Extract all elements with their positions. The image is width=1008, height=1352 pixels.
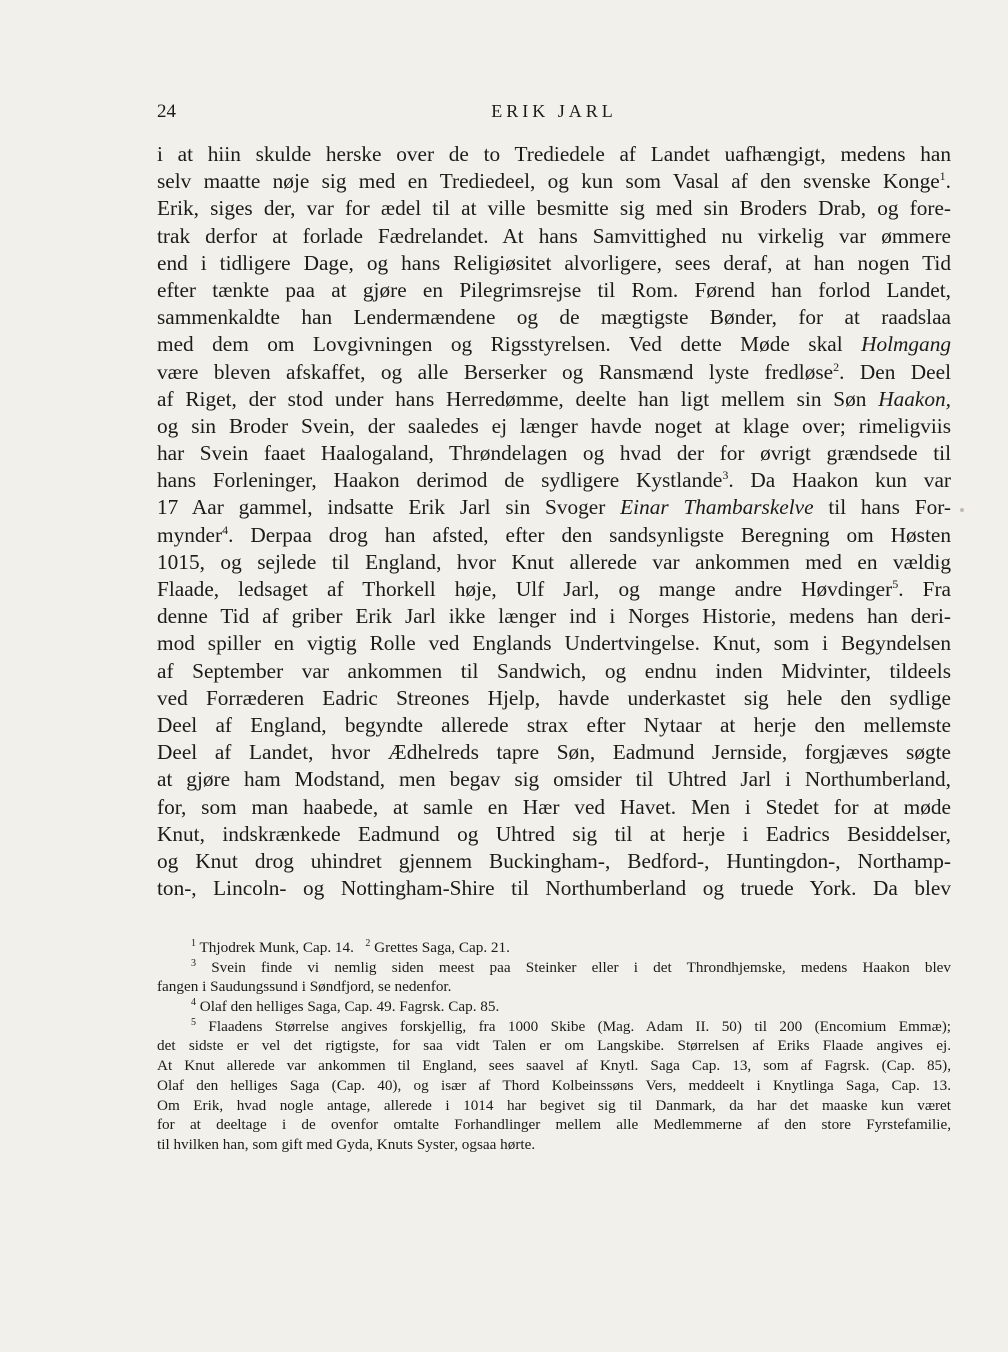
footnotes <box>157 938 951 1155</box>
footnote-line <box>157 997 951 1017</box>
text-line: mod spiller en vigtig Rolle ved Englands Undertvingelse. Knut, som i Begyndelsen <box>157 631 951 656</box>
text-line: af September var ankommen til Sandwich, og endnu inden Midvinter, tildeels <box>157 658 951 683</box>
footnote-ref: 3 <box>722 468 729 483</box>
footnote-ref: 2 <box>833 359 840 374</box>
footnote-line: til hvilken han, som gift med Gyda, Knuts Syster, ogsaa hørte. <box>157 1135 536 1153</box>
text-line: Erik, siges der, var for ædel til at ville besmitte sig med sin Broders Drab, og fore- <box>157 196 951 221</box>
footnote-line: for at deeltage i de ovenfor omtalte Forhandlinger mellem alle Medlemmerne af den store Fyrstefamilie, <box>157 1116 951 1134</box>
footnote-ref: 4 <box>222 522 229 537</box>
footnote-3: Svein finde vi nemlig siden meest paa Steinker eller i det Throndhjemske, medens Haakon blev <box>211 958 951 976</box>
text-line: for, som man haabede, at samle en Hær ved Havet. Men i Stedet for at møde <box>157 794 951 819</box>
text-line: og Knut drog uhindret gjennem Buckingham-, Bedford-, Huntingdon-, Northamp- <box>157 848 951 873</box>
text-line: at gjøre ham Modstand, men begav sig omsider til Uhtred Jarl i Northumberland, <box>157 767 951 792</box>
body-text <box>157 141 951 902</box>
footnote-line: Om Erik, hvad nogle antage, allerede i 1014 har begivet sig til Danmark, da har det maaske kun været <box>157 1096 951 1114</box>
text-line: Flaade, ledsaget af Thorkell høje, Ulf Jarl, og mange andre Høvdinger$^5$. Fra <box>157 576 951 601</box>
text-line: mynder$^4$. Derpaa drog han afsted, efter den sandsynligste Beregning om Høsten <box>157 522 951 547</box>
text-line: Deel af England, begyndte allerede strax efter Nytaar at herje den mellemste <box>157 712 951 737</box>
text-line: selv maatte nøje sig med en Trediedeel, og kun som Vasal af den svenske Konge$^1$. <box>157 169 951 194</box>
italic-term: Einar Thambarskelve <box>620 495 814 520</box>
footnote-4: Olaf den helliges Saga, Cap. 49. Fagrsk. Cap. 85. <box>199 998 500 1016</box>
footnote-mark: 4 <box>191 997 196 1008</box>
text-line: være bleven afskaffet, og alle Berserker og Ransmænd lyste fredløse$^2$. Den Deel <box>157 359 951 384</box>
text-line: har Svein faaet Haalogaland, Thrøndelagen og hvad der for øvrigt grændsede til <box>157 441 951 466</box>
italic-term: Haakon, <box>878 386 951 411</box>
text-line: med dem om Lovgivningen og Rigsstyrelsen. Ved dette Møde skal Holmgang <box>157 332 951 357</box>
footnote-ref: 1 <box>939 169 946 184</box>
text-line: trak derfor at forlade Fædrelandet. At hans Samvittighed nu virkelig var ømmere <box>157 223 951 248</box>
text-line: end i tidligere Dage, og hans Religiøsitet alvorligere, sees deraf, at han nogen Tid <box>157 250 951 275</box>
footnote-line <box>157 938 951 958</box>
text-line: efter tænkte paa at gjøre en Pilegrimsrejse til Rom. Førend han forlod Landet, <box>157 277 951 302</box>
text-line: og sin Broder Svein, der saaledes ej længer havde noget at klage over; rimeligviis <box>157 413 951 438</box>
footnote-line: det sidste er vel det rigtigste, for saa vidt Talen er om Langskibe. Størrelsen af Eriks Flaade angives ej. <box>157 1037 951 1055</box>
footnote-1: Thjodrek Munk, Cap. 14. <box>199 939 354 956</box>
text-line: sammenkaldte han Lendermændene og de mægtigste Bønder, for at raadslaa <box>157 305 951 330</box>
text-line: ved Forræderen Eadric Streones Hjelp, havde underkastet sig hele den sydlige <box>157 685 951 710</box>
footnote-5: Flaadens Størrelse angives forskjellig, fra 1000 Skibe (Mag. Adam II. 50) til 200 (Encomium Emmæ); <box>208 1017 951 1035</box>
text-line: Knut, indskrænkede Eadmund og Uhtred sig til at herje i Eadrics Besiddelser, <box>157 821 951 846</box>
text-line: Deel af Landet, hvor Ædhelreds tapre Søn, Eadmund Jernside, forgjæves søgte <box>157 740 951 765</box>
footnote-ref: 5 <box>892 576 899 591</box>
running-head: ERIK JARL <box>491 101 617 121</box>
footnote-mark: 3 <box>191 957 196 969</box>
text-line: i at hiin skulde herske over de to Trediedele af Landet uafhængigt, medens han <box>157 142 951 166</box>
footnote-line: fangen i Saudungssund i Søndfjord, se nedenfor. <box>157 978 452 996</box>
footnote-mark: 5 <box>191 1016 196 1028</box>
text-line: hans Forleninger, Haakon derimod de sydligere Kystlande$^3$. Da Haakon kun var <box>157 468 951 493</box>
footnote-2: Grettes Saga, Cap. 21. <box>374 939 510 956</box>
text-line: denne Tid af griber Erik Jarl ikke længer ind i Norges Historie, medens han deri- <box>157 604 951 629</box>
footnote-mark: 2 <box>365 938 371 949</box>
footnote-line <box>157 958 951 978</box>
text-line: ton-, Lincoln- og Nottingham-Shire til Northumberland og truede York. Da blev <box>157 876 951 901</box>
text-line: 1015, og sejlede til England, hvor Knut allerede var ankommen med en vældig <box>157 549 951 574</box>
footnote-line: Olaf den helliges Saga (Cap. 40), og især af Thord Kolbeinssøns Vers, meddeelt i Knytlinga Saga, Cap. 13. <box>157 1076 951 1094</box>
footnote-line <box>157 1017 951 1037</box>
page-header <box>157 101 951 125</box>
margin-speck <box>960 508 964 512</box>
footnote-mark: 1 <box>191 938 196 949</box>
text-line: af Riget, der stod under hans Herredømme, deelte han ligt mellem sin Søn Haakon, <box>157 386 951 411</box>
footnote-line: At Knut allerede var ankommen til England, sees saavel af Knytl. Saga Cap. 13, som af Fagrsk. (Cap. 85), <box>157 1057 951 1075</box>
italic-term: Holmgang <box>861 332 951 357</box>
page-number: 24 <box>157 101 176 122</box>
text-line: 17 Aar gammel, indsatte Erik Jarl sin Svoger Einar Thambarskelve til hans For- <box>157 495 951 520</box>
